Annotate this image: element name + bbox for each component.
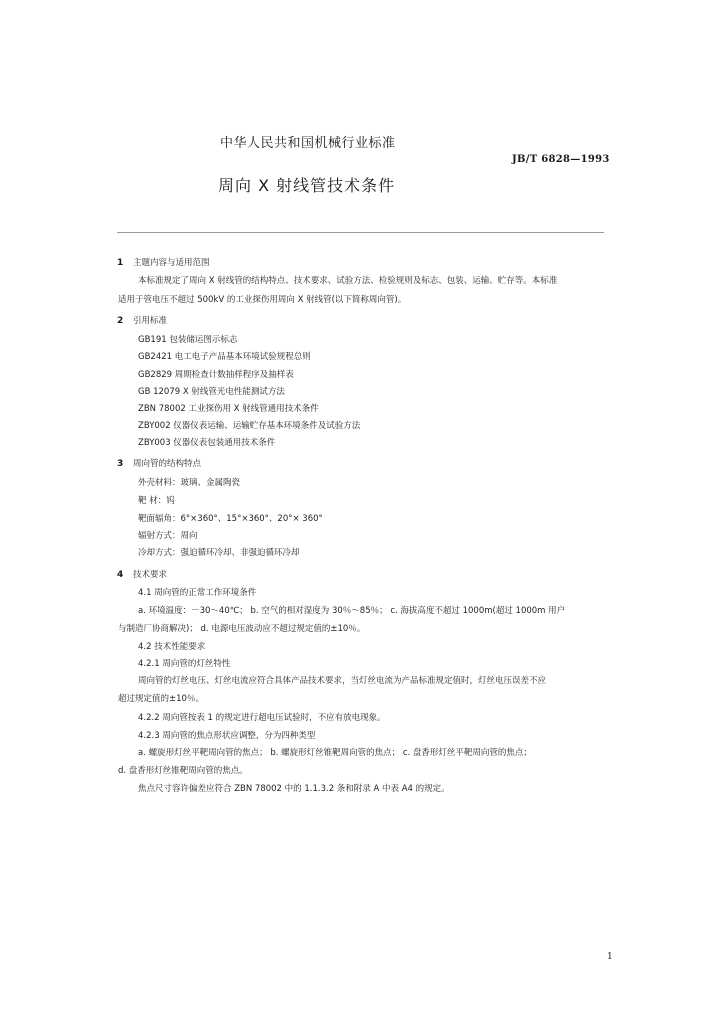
subsection-4-1-heading: 4.1 周向管的正常工作环境条件 [138,588,257,598]
structure-item: 辐射方式：周向 [138,531,198,541]
focal-spot-types-line-1: a. 螺旋形灯丝平靶周向管的焦点； b. 螺旋形灯丝锥靶周向管的焦点； c. 盘香形灯丝平靶周向管的焦点； [138,748,532,758]
reference-item: GB 12079 X 射线管光电性能测试方法 [138,387,285,397]
subsection-4-2-heading: 4.2 技术性能要求 [138,642,206,652]
section-4-heading: 技术要求 [133,570,168,580]
industry-standard-header: 中华人民共和国机械行业标准 [220,136,396,151]
reference-item: GB2421 电工电子产品基本环境试验规程总则 [138,352,311,362]
environment-conditions-line-1: a. 环境温度：－30～40℃； b. 空气的相对湿度为 30％～85％； c. 海拔高度不超过 1000m(超过 1000m 用户 [138,606,566,616]
section-4-number: 4 [117,570,124,580]
reference-item: ZBN 78002 工业探伤用 X 射线管通用技术条件 [138,404,319,414]
section-1-paragraph-line-1: 本标准规定了周向 X 射线管的结构特点、技术要求、试验方法、检验规则及标志、包装、运输、贮存等。本标准 [138,276,558,286]
document-title: 周向 X 射线管技术条件 [218,176,396,195]
subsection-4-2-3: 4.2.3 周向管的焦点形状应调整，分为四种类型 [138,731,316,741]
section-1-paragraph-line-2: 适用于管电压不超过 500kV 的工业探伤用周向 X 射线管(以下简称周向管)。 [118,295,407,305]
reference-item: GB191 包装储运图示标志 [138,335,238,345]
section-3-number: 3 [117,459,124,469]
section-2-heading: 引用标准 [133,316,168,326]
structure-item: 外壳材料：玻璃、金属陶瓷 [138,478,241,488]
reference-item: GB2829 周期检查计数抽样程序及抽样表 [138,370,294,380]
structure-item: 靶面辐角：6°×360°、15°×360°、20°× 360° [138,514,323,524]
subsection-4-2-2: 4.2.2 周向管按表 1 的规定进行超电压试验时，不应有放电现象。 [138,713,386,723]
subsection-4-2-1-heading: 4.2.1 周向管的灯丝特性 [138,659,231,669]
reference-item: ZBY003 仪器仪表包装通用技术条件 [138,438,276,448]
section-1-number: 1 [117,258,124,268]
focal-spot-tolerance: 焦点尺寸容许偏差应符合 ZBN 78002 中的 1.1.3.2 条和附录 A 中表 A4 的规定。 [138,784,450,794]
section-2-number: 2 [117,316,124,326]
reference-item: ZBY002 仪器仪表运输、运输贮存基本环境条件及试验方法 [138,421,361,431]
structure-item: 冷却方式：强迫循环冷却、非强迫循环冷却 [138,548,300,558]
section-3-heading: 周向管的结构特点 [133,459,202,469]
environment-conditions-line-2: 与制造厂协商解决)； d. 电源电压波动应不超过规定值的±10％。 [118,624,366,634]
filament-characteristics-line-1: 周向管的灯丝电压、灯丝电流应符合具体产品技术要求，当灯丝电流为产品标准规定值时，灯丝电压误差不应 [138,676,547,686]
structure-item: 靶 材：钨 [138,496,175,506]
page-number: 1 [607,952,613,962]
focal-spot-types-line-2: d. 盘香形灯丝锥靶周向管的焦点。 [118,766,248,776]
title-divider [117,232,604,233]
section-1-heading: 主题内容与适用范围 [133,258,210,268]
filament-characteristics-line-2: 超过规定值的±10％。 [118,694,204,704]
standard-code: JB/T 6828—1993 [512,154,610,165]
